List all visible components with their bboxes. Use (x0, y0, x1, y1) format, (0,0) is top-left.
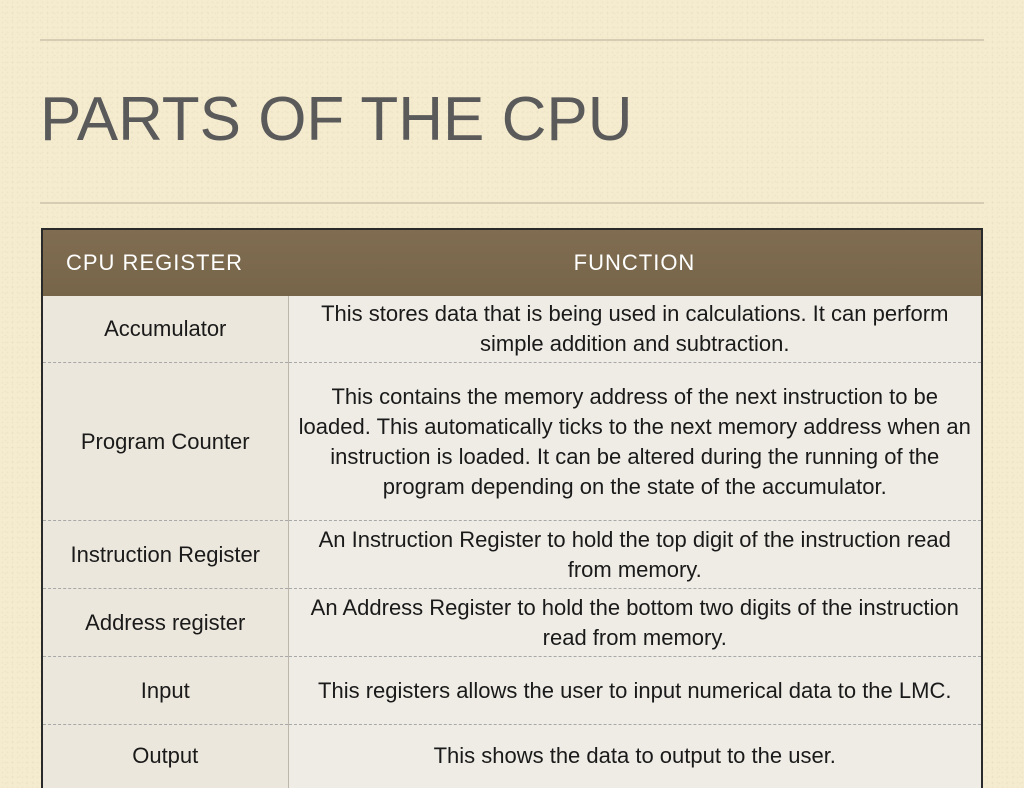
cpu-registers-table (41, 228, 983, 788)
table-header-row (43, 230, 981, 296)
register-name: Input (43, 657, 288, 725)
table-row (43, 589, 981, 657)
table-row (43, 363, 981, 521)
register-function: This stores data that is being used in calculations. It can perform simple addition and subtraction. (288, 296, 981, 363)
register-function: An Instruction Register to hold the top digit of the instruction read from memory. (288, 521, 981, 589)
title-divider (40, 202, 984, 204)
table-row (43, 725, 981, 788)
register-name: Program Counter (43, 363, 288, 521)
table-row (43, 521, 981, 589)
table-row (43, 657, 981, 725)
register-name: Address register (43, 589, 288, 657)
table-row (43, 296, 981, 363)
register-function: An Address Register to hold the bottom two digits of the instruction read from memory. (288, 589, 981, 657)
register-name: Instruction Register (43, 521, 288, 589)
header-cpu-register: CPU REGISTER (43, 230, 288, 296)
register-name: Accumulator (43, 296, 288, 363)
register-function: This registers allows the user to input numerical data to the LMC. (288, 657, 981, 725)
slide-title: PARTS OF THE CPU (40, 84, 633, 156)
register-function: This shows the data to output to the user. (288, 725, 981, 788)
header-function: FUNCTION (288, 230, 981, 296)
register-function: This contains the memory address of the next instruction to be loaded. This automatically ticks to the next memory address when an instruction is loaded. It can be altered during the running of the program depending on the state of the accumulator. (288, 363, 981, 521)
register-name: Output (43, 725, 288, 788)
top-divider (40, 39, 984, 41)
